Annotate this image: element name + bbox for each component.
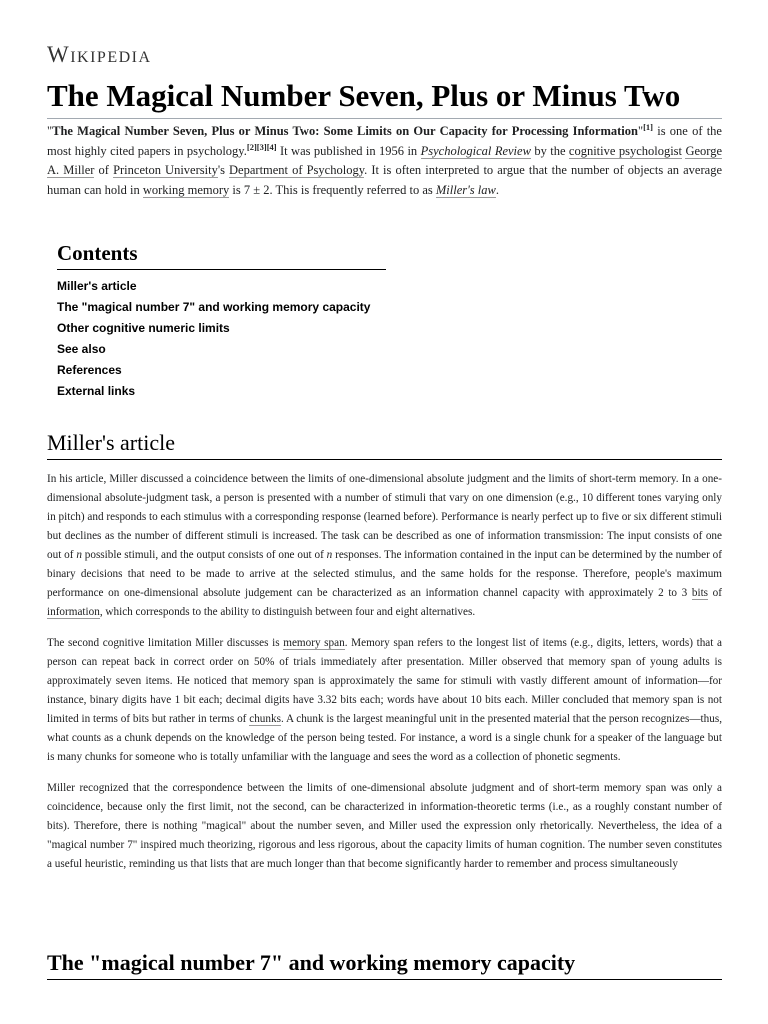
link-millers-law[interactable]: Miller's law: [435, 182, 496, 197]
para-text: The second cognitive limitation Miller discusses is: [47, 637, 284, 649]
section-magical-number-7: [47, 950, 722, 980]
lead-text: ": [47, 124, 53, 138]
lead-paragraph: [47, 122, 722, 200]
toc-title: Contents: [57, 240, 386, 270]
toc-item-millers-article[interactable]: Miller's article: [57, 279, 137, 293]
lead-text: by the: [530, 143, 569, 158]
wikipedia-logo[interactable]: Wikipedia: [47, 42, 152, 67]
para-text: . A chunk is the largest meaningful unit in the presented material that the person recognizes—thus, what counts as a chunk depends on the knowledge of the person being tested. For instance, a word is a single chunk for a speaker of the language but is many chunks for someone who is totally unfamiliar with the language and sees the word as a collection of phonetic segments.: [47, 713, 722, 763]
para-text: . Memory span refers to the longest list of items (e.g., digits, letters, words) that a person can repeat back in correct order on 50% of trials immediately after presentation. Miller observed that memory span of young adults is approximately seven items. He noticed that memory span is approximately the same for stimuli with vastly different amount of information—for instance, binary digits have 1 bit each; decimal digits have 3.32 bits each; words have about 10 bits each. Miller concluded that memory span is not limited in terms of bits but rather in terms of: [47, 637, 723, 725]
lead-text: ": [637, 124, 644, 138]
toc-item-external-links[interactable]: External links: [57, 384, 136, 398]
toc-item-references[interactable]: References: [57, 363, 122, 377]
toc-item-other-limits[interactable]: Other cognitive numeric limits: [57, 321, 230, 335]
link-chunks[interactable]: chunks: [249, 713, 281, 725]
section-paragraph: [47, 634, 722, 767]
lead-text: is 7 ± 2. This is frequently referred to as: [229, 182, 436, 197]
para-italic: n: [326, 549, 333, 561]
section-heading: Miller's article: [47, 430, 722, 460]
link-princeton-university[interactable]: Princeton University: [113, 163, 218, 177]
link-department-of-psychology[interactable]: Department of Psychology: [229, 163, 365, 177]
link-bits[interactable]: bits: [691, 587, 709, 599]
para-text: , which corresponds to the ability to distinguish between four and eight alternatives.: [99, 606, 476, 618]
citation-ref[interactable]: [2][3][4]: [246, 141, 277, 152]
toc-item-see-also[interactable]: See also: [57, 342, 106, 356]
para-text: of: [708, 587, 722, 599]
lead-text: It was published in 1956 in: [276, 143, 421, 158]
toc-item-magical-number-7[interactable]: The "magical number 7" and working memory capacity: [57, 300, 371, 314]
toc-list: [57, 276, 386, 402]
page-title: The Magical Number Seven, Plus or Minus Two: [47, 78, 722, 119]
lead-text: . It is often interpreted to argue that the number of objects an average human can hold in: [47, 163, 722, 197]
lead-text: .: [495, 182, 499, 197]
section-millers-article: [47, 430, 722, 874]
link-cognitive-psychologist[interactable]: cognitive psychologist: [568, 143, 683, 158]
link-psychological-review[interactable]: Psychological Review: [420, 143, 531, 158]
link-memory-span[interactable]: memory span: [283, 637, 345, 649]
section-paragraph: Miller recognized that the correspondence between the limits of one-dimensional absolute judgment and of short-term memory span was only a coincidence, because only the first limit, not the second, can be characterized in information-theoretic terms (i.e., as a roughly constant number of bits). Therefore, there is nothing "magical" about the number seven, and Miller used the expression only rhetorically. Nevertheless, the idea of a "magical number 7" inspired much theorizing, rigorous and less rigorous, about the capacity limits of human cognition. The number seven constitutes a useful heuristic, reminding us that lists that are much longer than that become significantly harder to remember and process simultaneously: [47, 782, 722, 870]
section-heading: The "magical number 7" and working memory capacity: [47, 950, 722, 980]
link-working-memory[interactable]: working memory: [142, 182, 230, 197]
lead-text: is one of the most highly cited papers in psychology.: [47, 124, 722, 158]
lead-bold-title: The Magical Number Seven, Plus or Minus Two: Some Limits on Our Capacity for Processing Information: [52, 124, 638, 138]
para-text: In his article, Miller discussed a coincidence between the limits of one-dimensional absolute judgment and the limits of short-term memory. In a one-dimensional absolute-judgment task, a person is presented with a number of stimuli that vary on one dimension (e.g., 10 different tones varying only in pitch) and responds to each stimulus with a corresponding response (learned before). Performance is nearly perfect up to five or six different stimuli but declines as the number of different stimuli is increased. The task can be described as one of information transmission: The input consists of one out of: [47, 473, 722, 561]
link-george-miller[interactable]: George A. Miller: [47, 143, 722, 177]
para-text: possible stimuli, and the output consists of one out of: [81, 549, 327, 561]
link-information[interactable]: information: [47, 606, 100, 618]
para-text: responses. The information contained in the input can be determined by the number of binary decisions that need to be made to arrive at the selected stimulus, and the same holds for the response. Therefore, people's maximum performance on one-dimensional absolute judgement can be characterized as an information channel capacity with approximately 2 to 3: [47, 549, 722, 599]
table-of-contents: [57, 240, 386, 402]
section-paragraph: [47, 470, 722, 622]
lead-text: 's: [217, 163, 230, 177]
lead-text: of: [94, 163, 114, 177]
citation-ref[interactable]: [1]: [643, 121, 653, 132]
para-italic: n: [76, 549, 82, 561]
